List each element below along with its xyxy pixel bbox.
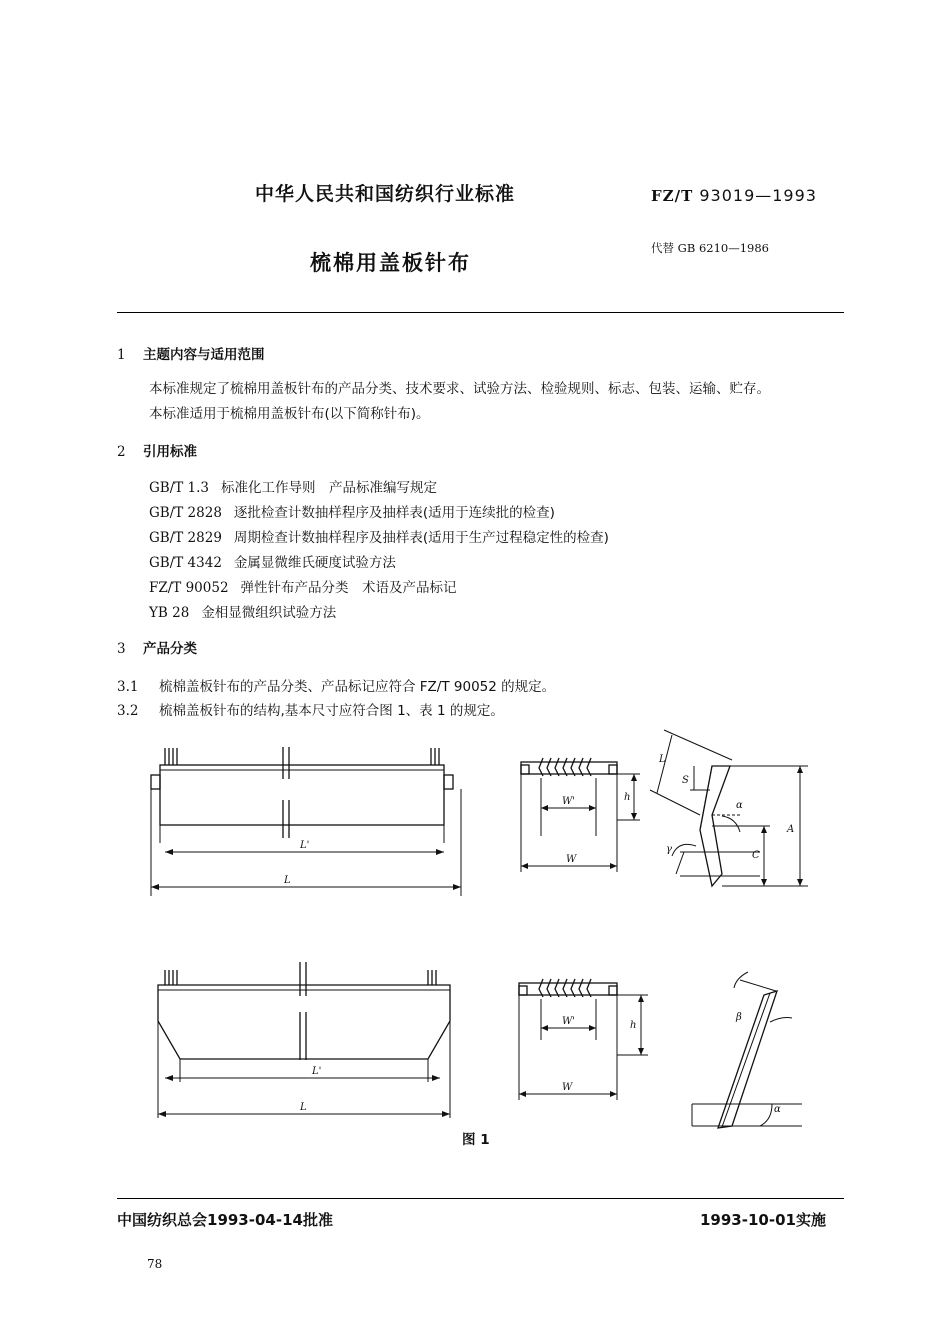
label-L-prime-1: L' bbox=[300, 840, 310, 851]
figure-caption: 图 1 bbox=[462, 1132, 490, 1148]
reference-title: 金相显微组织试验方法 bbox=[201, 605, 337, 621]
standard-code-prefix: FZ/T bbox=[651, 187, 694, 205]
reference-code: GB/T 4342 bbox=[149, 555, 222, 571]
label-L-prime-2: L' bbox=[312, 1066, 322, 1077]
section-1-number: 1 bbox=[117, 347, 126, 363]
bent-strip-top-view bbox=[158, 962, 450, 1118]
label-gamma: γ bbox=[666, 844, 672, 855]
label-W-prime-2: W' bbox=[562, 1016, 576, 1027]
clause-3-2-text: 梳棉盖板针布的结构,基本尺寸应符合图 1、表 1 的规定。 bbox=[159, 703, 504, 719]
reference-code: GB/T 2828 bbox=[149, 505, 222, 521]
cross-section-view-1 bbox=[521, 758, 640, 872]
section-1-paragraph-2: 本标准适用于梳棉用盖板针布(以下简称针布)。 bbox=[149, 406, 430, 422]
label-alpha-1: α bbox=[736, 800, 743, 811]
reference-title: 标准化工作导则 产品标准编写规定 bbox=[221, 480, 438, 496]
label-C: C bbox=[752, 850, 760, 861]
flat-strip-top-view bbox=[151, 747, 461, 896]
label-L-2: L bbox=[300, 1102, 307, 1113]
section-1-paragraph-1: 本标准规定了梳棉用盖板针布的产品分类、技术要求、试验方法、检验规则、标志、包装、运输、贮存。 bbox=[149, 381, 770, 397]
reference-code: YB 28 bbox=[149, 605, 190, 621]
label-alpha-2: α bbox=[774, 1104, 781, 1115]
label-L-side: L bbox=[659, 754, 666, 765]
reference-title: 弹性针布产品分类 术语及产品标记 bbox=[240, 580, 457, 596]
document-title: 梳棉用盖板针布 bbox=[310, 251, 471, 275]
label-A: A bbox=[787, 824, 795, 835]
reference-title: 周期检查计数抽样程序及抽样表(适用于生产过程稳定性的检查) bbox=[233, 530, 609, 546]
clause-3-1-number: 3.1 bbox=[117, 679, 139, 695]
label-beta: β bbox=[736, 1012, 742, 1023]
label-h-1: h bbox=[624, 792, 631, 803]
wire-profile-view bbox=[650, 730, 808, 886]
standard-code-number: 93019—1993 bbox=[699, 186, 817, 205]
replaces-note: 代替 GB 6210—1986 bbox=[651, 241, 769, 255]
clause-3-1-text: 梳棉盖板针布的产品分类、产品标记应符合 FZ/T 90052 的规定。 bbox=[159, 679, 556, 695]
footer-divider bbox=[117, 1198, 844, 1199]
label-W-2: W bbox=[562, 1082, 573, 1093]
label-W-prime-1: W' bbox=[562, 796, 576, 807]
page-number: 78 bbox=[147, 1257, 163, 1271]
effective-date: 1993-10-01实施 bbox=[700, 1211, 826, 1229]
section-2-title: 引用标准 bbox=[143, 444, 197, 460]
label-h-2: h bbox=[630, 1020, 637, 1031]
section-2-number: 2 bbox=[117, 444, 126, 460]
reference-code: FZ/T 90052 bbox=[149, 580, 229, 596]
reference-title: 逐批检查计数抽样程序及抽样表(适用于连续批的检查) bbox=[233, 505, 555, 521]
reference-code: GB/T 1.3 bbox=[149, 480, 210, 496]
label-S: S bbox=[682, 775, 689, 786]
section-3-title: 产品分类 bbox=[143, 641, 197, 657]
reference-code: GB/T 2829 bbox=[149, 530, 222, 546]
inclined-wire-view bbox=[692, 972, 802, 1128]
cross-section-view-2 bbox=[519, 979, 648, 1100]
section-3-number: 3 bbox=[117, 641, 126, 657]
org-title: 中华人民共和国纺织行业标准 bbox=[255, 183, 516, 205]
reference-title: 金属显微维氏硬度试验方法 bbox=[233, 555, 396, 571]
label-W-1: W bbox=[566, 854, 577, 865]
label-L-1: L bbox=[284, 875, 291, 886]
clause-3-2-number: 3.2 bbox=[117, 703, 139, 719]
section-1-title: 主题内容与适用范围 bbox=[143, 347, 265, 363]
approval-note: 中国纺织总会1993-04-14批准 bbox=[117, 1211, 333, 1229]
